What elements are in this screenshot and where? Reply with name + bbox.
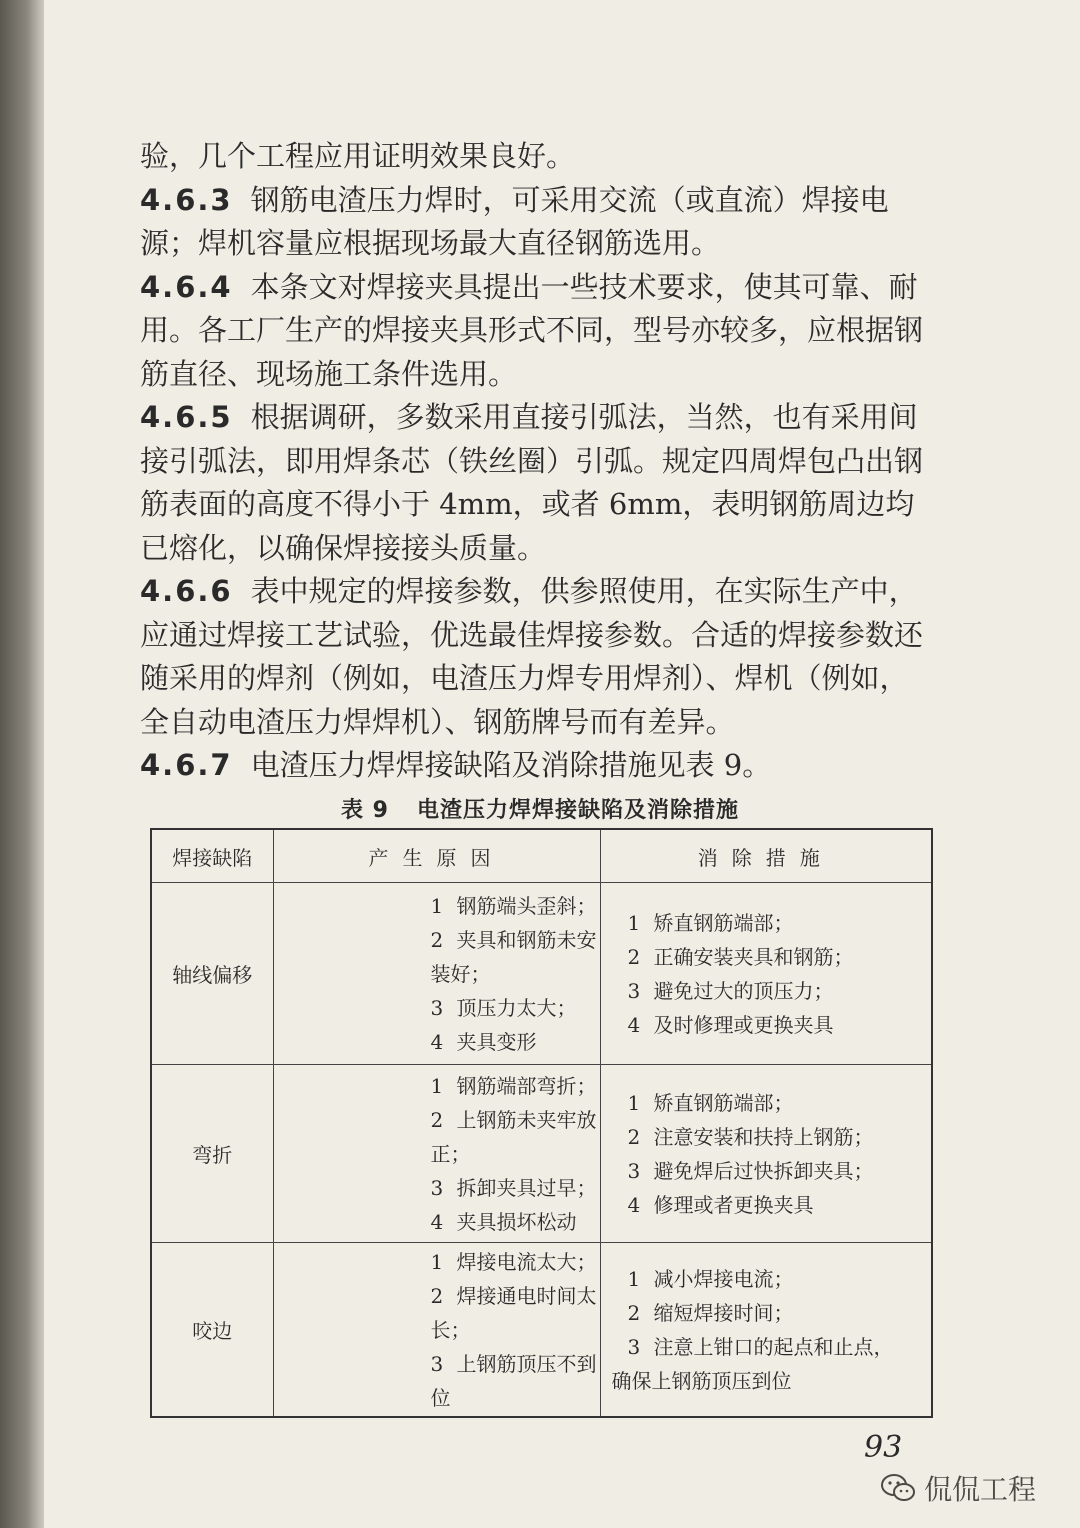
remedy-item: 3 避免焊后过快拆卸夹具； xyxy=(627,1158,874,1183)
header-remedy: 消除措施 xyxy=(600,829,932,883)
cause-item: 2 焊接通电时间太长； xyxy=(430,1283,597,1342)
cause-cell xyxy=(273,1243,600,1418)
remedy-item: 1 矫直钢筋端部； xyxy=(627,910,794,935)
remedy-item: 4 修理或者更换夹具 xyxy=(627,1192,814,1217)
clause-text: 本条文对焊接夹具提出一些技术要求，使其可靠、耐用。各工厂生产的焊接夹具形式不同，型号亦较多，应根据钢筋直径、现场施工条件选用。 xyxy=(140,269,924,391)
table-caption xyxy=(0,793,1080,824)
remedy-item: 3 注意上钳口的起点和止点， xyxy=(627,1334,894,1359)
cause-item: 2 夹具和钢筋未安装好； xyxy=(430,927,597,986)
cause-item: 3 顶压力太大； xyxy=(430,995,577,1020)
cause-item: 1 焊接电流太大； xyxy=(430,1249,597,1274)
clause-number: 4.6.4 xyxy=(140,269,233,304)
remedy-item: 2 正确安装夹具和钢筋； xyxy=(627,944,854,969)
defect-cell: 咬边 xyxy=(151,1243,273,1418)
remedy-cell xyxy=(600,883,932,1065)
clause-4-6-6 xyxy=(140,570,930,744)
cause-cell xyxy=(273,1065,600,1243)
clause-number: 4.6.7 xyxy=(140,748,233,782)
page-fold-shadow xyxy=(0,0,44,1528)
clause-text: 电渣压力焊焊接缺陷及消除措施见表 9。 xyxy=(250,748,772,782)
cause-item: 3 拆卸夹具过早； xyxy=(430,1175,597,1200)
remedy-item: 2 注意安装和扶持上钢筋； xyxy=(627,1124,874,1149)
table-header-row xyxy=(151,829,932,883)
remedy-item: 2 缩短焊接时间； xyxy=(627,1300,794,1325)
cause-item: 1 钢筋端头歪斜； xyxy=(430,893,597,918)
defect-cell: 弯折 xyxy=(151,1065,273,1243)
table-caption-number: 表 9 xyxy=(341,798,389,823)
cause-cell xyxy=(273,883,600,1065)
cause-item: 4 夹具变形 xyxy=(430,1029,537,1054)
remedy-cell xyxy=(600,1065,932,1243)
table-row xyxy=(151,883,932,1065)
header-cause: 产生原因 xyxy=(273,829,600,883)
body-text xyxy=(140,135,930,788)
header-defect: 焊接缺陷 xyxy=(151,829,273,883)
remedy-cell xyxy=(600,1243,932,1418)
clause-4-6-3 xyxy=(140,179,930,266)
remedy-item: 1 矫直钢筋端部； xyxy=(627,1090,794,1115)
clause-4-6-5 xyxy=(140,396,930,570)
cause-item: 2 上钢筋未夹牢放正； xyxy=(430,1107,597,1166)
clause-text: 根据调研，多数采用直接引弧法，当然，也有采用间接引弧法，即用焊条芯（铁丝圈）引弧。规定四周焊包凸出钢筋表面的高度不得小于 4mm，或者 6mm，表明钢筋周边均已熔化，以确保焊接接头质量。 xyxy=(140,400,924,565)
remedy-item: 4 及时修理或更换夹具 xyxy=(627,1012,834,1037)
remedy-continuation: 确保上钢筋顶压到位 xyxy=(611,1368,792,1393)
cause-item: 3 上钢筋顶压不到位 xyxy=(430,1351,597,1410)
table-row xyxy=(151,1065,932,1243)
watermark xyxy=(880,1468,1036,1508)
page-number: 93 xyxy=(864,1430,903,1465)
clause-4-6-4 xyxy=(140,266,930,397)
remedy-item: 1 减小焊接电流； xyxy=(627,1266,794,1291)
cause-item: 4 夹具损坏松动 xyxy=(430,1209,577,1234)
cause-item: 1 钢筋端部弯折； xyxy=(430,1073,597,1098)
clause-text: 表中规定的焊接参数，供参照使用，在实际生产中，应通过焊接工艺试验，优选最佳焊接参数。合适的焊接参数还随采用的焊剂（例如，电渣压力焊专用焊剂）、焊机（例如，全自动电渣压力焊焊机）、钢筋牌号而有差异。 xyxy=(140,574,924,739)
wechat-icon xyxy=(880,1473,916,1503)
table-row xyxy=(151,1243,932,1418)
clause-4-6-7 xyxy=(140,744,930,788)
defect-cell: 轴线偏移 xyxy=(151,883,273,1065)
clause-number: 4.6.6 xyxy=(140,574,233,608)
paragraph-continuation: 验，几个工程应用证明效果良好。 xyxy=(140,139,576,173)
table-caption-title: 电渣压力焊焊接缺陷及消除措施 xyxy=(416,798,739,823)
defects-table xyxy=(150,828,933,1418)
watermark-text: 侃侃工程 xyxy=(924,1473,1037,1506)
remedy-item: 3 避免过大的顶压力； xyxy=(627,978,834,1003)
clause-number: 4.6.3 xyxy=(140,182,233,217)
clause-number: 4.6.5 xyxy=(140,400,233,434)
clause-text: 钢筋电渣压力焊时，可采用交流（或直流）焊接电源；焊机容量应根据现场最大直径钢筋选用。 xyxy=(140,182,889,260)
